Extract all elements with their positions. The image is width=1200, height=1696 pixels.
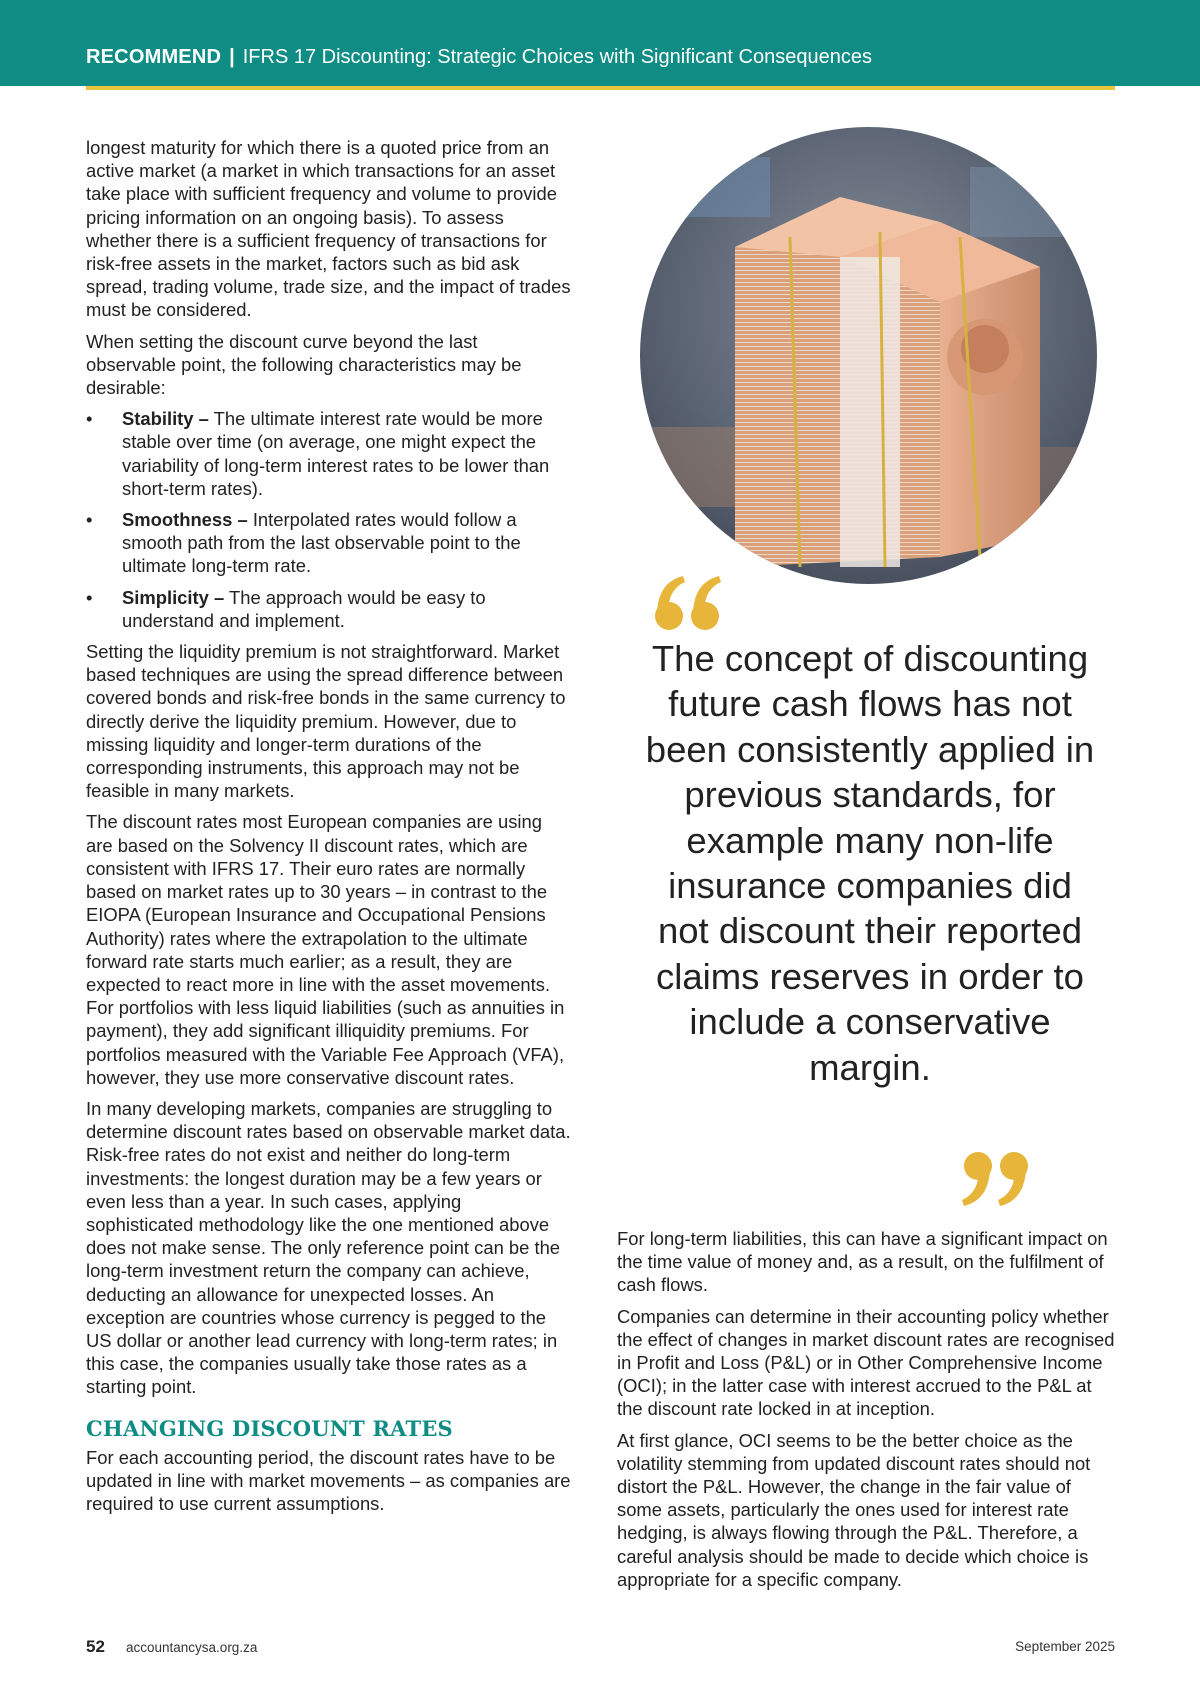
list-item-text: The approach would be easy to understand and implement. [122,586,486,631]
body-paragraph: Companies can determine in their accounting policy whether the effect of changes in market discount rates are recognised in Profit and Loss (P&L) or in Other Comprehensive Income (OCI); in the latter case with interest accrued to the P&L at the discount rate locked in at inception. [617,1305,1115,1420]
open-quote-icon [653,572,723,634]
list-item-term: Stability – [122,408,209,430]
body-paragraph: Setting the liquidity premium is not straightforward. Market based techniques are using the spread difference between covered bonds and risk-free bonds in the same currency to directly derive the liquidity premium. However, due to missing liquidity and longer-term durations of the corresponding instruments, this approach may not be feasible in many markets. [86,641,566,802]
left-column [86,136,571,1523]
page-number: 52 [86,1637,105,1656]
footer-website: accountancysa.org.za [126,1640,258,1655]
list-item [86,508,571,578]
body-paragraph: The discount rates most European companies are using are based on the Solvency II discount rates, which are consistent with IFRS 17. Their euro rates are normally based on market rates up to 30 years – in contrast to the EIOPA (European Insurance and Occupational Pensions Authority) rates where the extrapolation to the ultimate forward rate starts much earlier; as a result, they are expected to react more in line with the asset movements. For portfolios with less liquid liabilities (such as annuities in payment), they add significant illiquidity premiums. For portfolios measured with the Variable Fee Approach (VFA), however, they use more conservative discount rates. [86,811,565,1088]
section-kicker: RECOMMEND [86,46,222,68]
header-rule [86,86,1115,90]
footer-date: September 2025 [1015,1639,1115,1654]
article-title: IFRS 17 Discounting: Strategic Choices with Significant Consequences [242,46,872,68]
section-heading: CHANGING DISCOUNT RATES [86,1415,453,1441]
characteristics-list [86,407,571,632]
list-item [86,407,571,500]
body-paragraph: At first glance, OCI seems to be the better choice as the volatility stemming from updated discount rates should not distort the P&L. However, the change in the fair value of some assets, particularly the ones used for interest rate hedging, is always flowing through the P&L. Therefore, a careful analysis should be made to decide which choice is appropriate for a specific company. [617,1429,1091,1590]
list-item-term: Simplicity – [122,586,225,608]
list-item-text: Interpolated rates would follow a smooth path from the last observable point to the ultimate long-term rate. [122,509,521,577]
bullet-marker: • [86,586,93,608]
bullet-marker: • [86,509,93,531]
header-separator: | [229,46,235,68]
bullet-marker: • [86,408,93,430]
body-paragraph: For long-term liabilities, this can have a significant impact on the time value of money and, as a result, on the fulfilment of cash flows. [617,1228,1108,1296]
body-paragraph: When setting the discount curve beyond the last observable point, the following characteristics may be desirable: [86,330,522,399]
body-paragraph: longest maturity for which there is a quoted price from an active market (a market in which transactions for an asset take place with sufficient frequency and volume to provide pricing information on an ongoing basis). To assess whether there is a sufficient frequency of transactions for risk-free assets in the market, factors such as bid ask spread, trading volume, trade size, and the impact of trades must be considered. [86,137,571,321]
body-paragraph: In many developing markets, companies are struggling to determine discount rates based on observable market data. Risk-free rates do not exist and neither do long-term investments: the longest duration may be a few years or even less than a year. In such cases, applying sophisticated methodology like the one mentioned above does not make sense. The only reference point can be the long-term investment return the company can achieve, deducting an allowance for unexpected losses. An exception are countries whose currency is pegged to the US dollar or another lead currency with long-term rates; in this case, the companies usually take those rates as a starting point. [86,1097,571,1398]
right-column [617,1227,1117,1599]
list-item [86,586,571,632]
body-paragraph: For each accounting period, the discount rates have to be updated in line with market movements – as companies are required to use current assumptions. [86,1446,571,1515]
close-quote-icon [960,1148,1030,1210]
banknotes-photo [640,127,1097,584]
header-bar [0,0,1200,86]
list-item-term: Smoothness – [122,509,248,531]
header-title [86,46,872,69]
pull-quote: The concept of discounting future cash flows has not been consistently applied in previous standards, for example many non-life insurance companies did not discount their reported claims reserves in order to include a conservative margin. [645,638,1095,1088]
list-item-text: The ultimate interest rate would be more stable over time (on average, one might expect the variability of long-term interest rates to be lower than short-term rates). [122,408,550,499]
